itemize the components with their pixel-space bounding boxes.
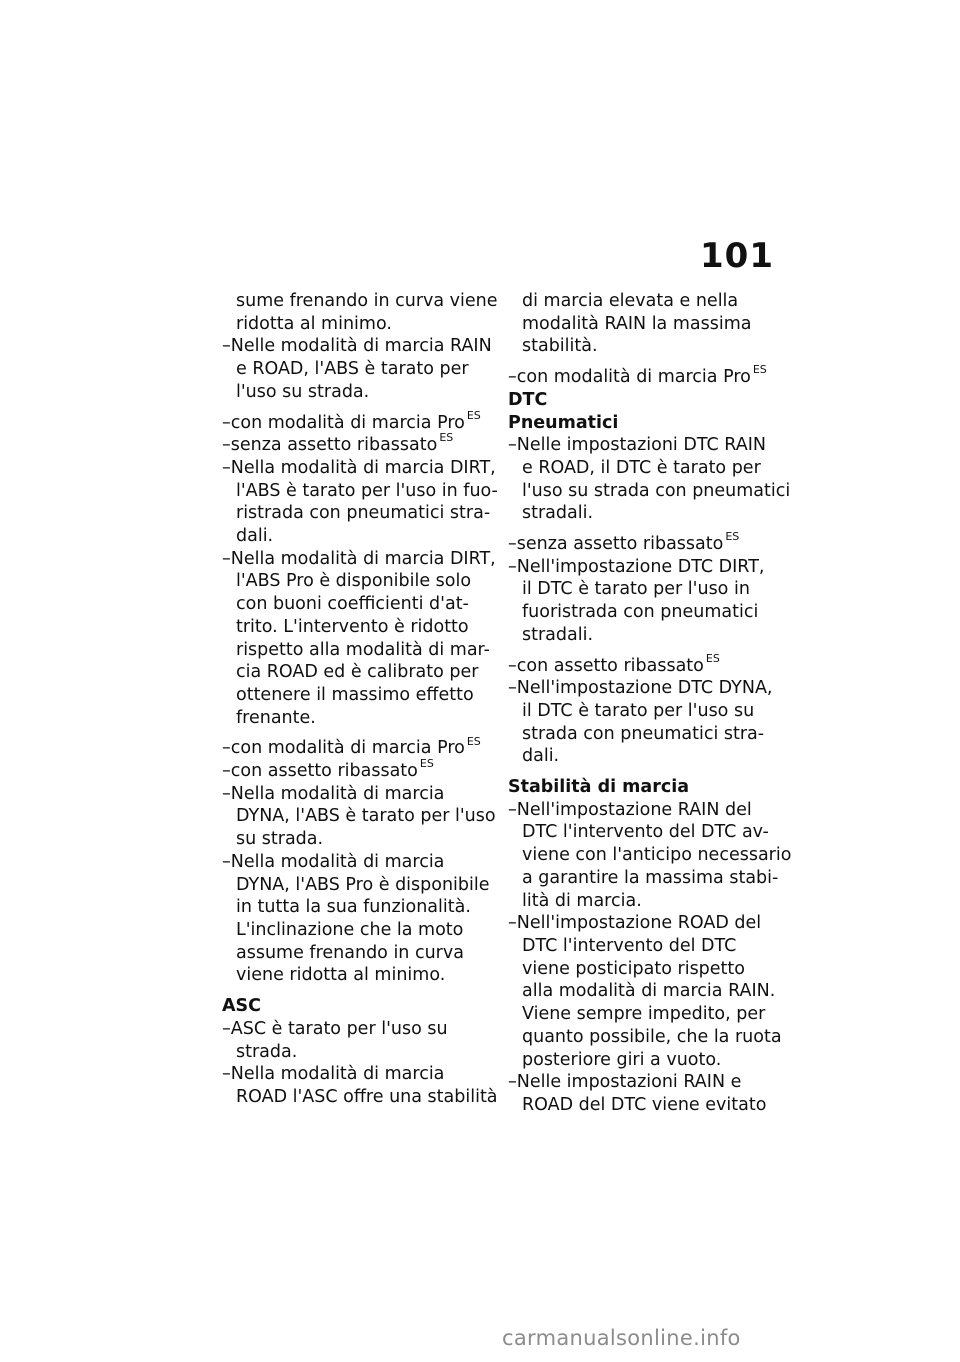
list-item-continuation <box>222 616 492 639</box>
list-item-continuation <box>508 480 791 503</box>
list-item-continuation <box>508 1026 782 1049</box>
line-text: ristrada con pneumatici stra- <box>236 503 491 524</box>
list-item-continuation <box>222 684 492 707</box>
list-item-continuation <box>222 896 492 919</box>
line-text: dali. <box>236 526 274 547</box>
es-superscript: ES <box>752 363 767 377</box>
es-superscript: ES <box>725 530 740 544</box>
list-item-continuation <box>508 1094 778 1117</box>
line-text: quanto possibile, che la ruota <box>522 1026 782 1047</box>
line-text: –con assetto ribassato <box>222 761 418 782</box>
line-text: –con modalità di marcia Pro <box>508 367 751 388</box>
paragraph-gap <box>222 729 492 737</box>
line-text: dali. <box>522 746 560 767</box>
list-item <box>222 457 496 480</box>
line-text: di marcia elevata e nella <box>522 291 739 311</box>
paragraph-gap <box>222 987 492 995</box>
line-text: su strada. <box>236 829 324 850</box>
line-text: DYNA, l'ABS Pro è disponibile <box>236 874 490 895</box>
list-item-continuation <box>222 964 492 987</box>
es-superscript: ES <box>466 734 481 748</box>
list-item-continuation <box>222 805 496 828</box>
section-heading <box>508 412 778 435</box>
list-item <box>222 1018 492 1041</box>
line-text: l'ABS Pro è disponibile solo <box>236 571 472 592</box>
list-item <box>508 434 778 457</box>
list-item <box>508 1071 778 1094</box>
list-item <box>222 431 492 457</box>
line-text: ottenere il massimo effetto <box>236 684 474 705</box>
section-heading <box>508 389 778 412</box>
line-text: L'inclinazione che la moto <box>236 919 464 940</box>
line-text: l'uso su strada. <box>236 381 370 402</box>
line-text: –Nell'impostazione ROAD del <box>508 913 762 934</box>
line-text: posteriore giri a vuoto. <box>522 1049 722 1070</box>
line-text: –Nelle modalità di marcia RAIN <box>222 336 492 357</box>
list-item-continuation <box>222 525 492 548</box>
line-text: in tutta la sua funzionalità. <box>236 897 471 918</box>
line-text: modalità RAIN la massima <box>522 313 752 334</box>
right-column <box>508 290 792 1117</box>
list-item-continuation <box>508 980 778 1003</box>
list-item-continuation <box>508 1003 778 1026</box>
es-superscript: ES <box>705 651 720 665</box>
list-item <box>508 363 778 389</box>
list-item-continuation <box>222 502 492 525</box>
line-text: ridotta al minimo. <box>236 313 392 334</box>
list-item-continuation <box>508 821 778 844</box>
list-item <box>508 530 778 556</box>
list-item <box>222 783 492 806</box>
paragraph-gap <box>508 358 778 366</box>
line-text: –Nella modalità di marcia DIRT, <box>222 457 496 478</box>
list-item-continuation <box>222 480 498 503</box>
list-item-continuation <box>222 707 492 730</box>
list-item <box>222 548 496 571</box>
list-item-continuation <box>222 1086 498 1109</box>
paragraph-gap <box>508 647 778 655</box>
line-text: il DTC è tarato per l'uso in <box>522 579 750 600</box>
list-item <box>222 335 492 358</box>
line-text: Pneumatici <box>508 412 619 433</box>
line-text: il DTC è tarato per l'uso su <box>522 700 755 721</box>
page-number: 101 <box>700 236 774 276</box>
line-text: trito. L'intervento è ridotto <box>236 616 469 637</box>
line-text: DYNA, l'ABS è tarato per l'uso <box>236 806 496 827</box>
line-text: –Nelle impostazioni RAIN e <box>508 1072 742 1093</box>
list-item-continuation <box>508 502 778 525</box>
list-item <box>222 734 492 760</box>
line-text: rispetto alla modalità di mar- <box>236 639 490 660</box>
list-item-continuation <box>222 874 492 897</box>
line-text: –Nell'impostazione RAIN del <box>508 799 752 820</box>
line-text: DTC l'intervento del DTC <box>522 935 737 956</box>
line-text: –Nella modalità di marcia <box>222 783 445 804</box>
list-item-continuation <box>222 290 498 313</box>
list-item-continuation <box>222 1041 492 1064</box>
es-superscript: ES <box>466 408 481 422</box>
line-text: l'uso su strada con pneumatici <box>522 480 791 501</box>
line-text: –Nell'impostazione DTC DIRT, <box>508 556 765 577</box>
line-text: Viene sempre impedito, per <box>522 1004 766 1025</box>
line-text: alla modalità di marcia RAIN. <box>522 981 776 1002</box>
line-text: stradali. <box>522 624 594 645</box>
list-item-continuation <box>508 313 778 336</box>
line-text: –Nella modalità di marcia <box>222 1064 445 1085</box>
list-item <box>222 851 492 874</box>
list-item-continuation <box>508 723 778 746</box>
list-item-continuation <box>508 335 778 358</box>
list-item <box>222 1063 492 1086</box>
line-text: viene con l'anticipo necessario <box>522 845 792 866</box>
line-text: e ROAD, l'ABS è tarato per <box>236 359 469 380</box>
line-text: assume frenando in curva <box>236 942 464 963</box>
line-text: strada con pneumatici stra- <box>522 723 765 744</box>
line-text: ROAD l'ASC offre una stabilità <box>236 1086 498 1107</box>
list-item-continuation <box>508 958 778 981</box>
line-text: frenante. <box>236 707 316 728</box>
list-item-continuation <box>508 844 792 867</box>
list-item-continuation <box>222 942 492 965</box>
list-item-continuation <box>222 570 492 593</box>
line-text: Stabilità di marcia <box>508 777 690 798</box>
line-text: a garantire la massima stabi- <box>522 867 779 888</box>
list-item-continuation <box>222 828 492 851</box>
list-item <box>508 677 778 700</box>
line-text: ASC <box>222 996 261 1017</box>
list-item <box>508 912 778 935</box>
list-item <box>222 757 492 783</box>
list-item-continuation <box>222 313 492 336</box>
list-item-continuation <box>508 624 778 647</box>
line-text: fuoristrada con pneumatici <box>522 602 759 623</box>
line-text: con buoni coefficienti d'at- <box>236 594 469 615</box>
line-text: –senza assetto ribassato <box>222 435 438 456</box>
es-superscript: ES <box>439 431 454 445</box>
left-column <box>222 290 498 1109</box>
line-text: viene posticipato rispetto <box>522 958 745 979</box>
watermark: carmanualsonline.info <box>502 1326 741 1350</box>
line-text: viene ridotta al minimo. <box>236 965 446 986</box>
list-item <box>508 651 778 678</box>
line-text: l'ABS è tarato per l'uso in fuo- <box>236 480 498 501</box>
list-item-continuation <box>222 593 492 616</box>
line-text: lità di marcia. <box>522 890 642 911</box>
line-text: cia ROAD ed è calibrato per <box>236 662 479 683</box>
paragraph-gap <box>222 404 492 412</box>
list-item-continuation <box>508 745 778 768</box>
line-text: sume frenando in curva viene <box>236 291 498 311</box>
list-item-continuation <box>222 919 492 942</box>
paragraph-gap <box>508 768 778 776</box>
list-item <box>508 556 778 579</box>
line-text: –con modalità di marcia Pro <box>222 412 465 433</box>
line-text: –con modalità di marcia Pro <box>222 738 465 759</box>
list-item-continuation <box>508 578 778 601</box>
line-text: –Nella modalità di marcia DIRT, <box>222 548 496 569</box>
line-text: stabilità. <box>522 336 598 357</box>
line-text: DTC l'intervento del DTC av- <box>522 822 769 843</box>
list-item-continuation <box>508 601 778 624</box>
line-text: e ROAD, il DTC è tarato per <box>522 457 761 478</box>
line-text: –con assetto ribassato <box>508 655 704 676</box>
list-item-continuation <box>508 867 778 890</box>
list-item-continuation <box>508 890 778 913</box>
list-item-continuation <box>222 639 492 662</box>
line-text: –Nell'impostazione DTC DYNA, <box>508 678 773 699</box>
section-heading <box>508 776 778 799</box>
es-superscript: ES <box>419 757 434 771</box>
list-item-continuation <box>508 1049 778 1072</box>
line-text: DTC <box>508 389 548 410</box>
list-item-continuation <box>222 381 492 404</box>
list-item <box>508 799 778 822</box>
line-text: –Nelle impostazioni DTC RAIN <box>508 435 766 456</box>
list-item-continuation <box>508 290 778 313</box>
list-item-continuation <box>222 661 492 684</box>
list-item-continuation <box>222 358 492 381</box>
line-text: stradali. <box>522 503 594 524</box>
list-item-continuation <box>508 457 778 480</box>
line-text: ROAD del DTC viene evitato <box>522 1094 767 1115</box>
list-item-continuation <box>508 935 778 958</box>
line-text: –Nella modalità di marcia <box>222 851 445 872</box>
line-text: –ASC è tarato per l'uso su <box>222 1018 448 1039</box>
line-text: strada. <box>236 1041 298 1062</box>
list-item-continuation <box>508 700 778 723</box>
line-text: –senza assetto ribassato <box>508 534 724 555</box>
section-heading <box>222 995 492 1018</box>
